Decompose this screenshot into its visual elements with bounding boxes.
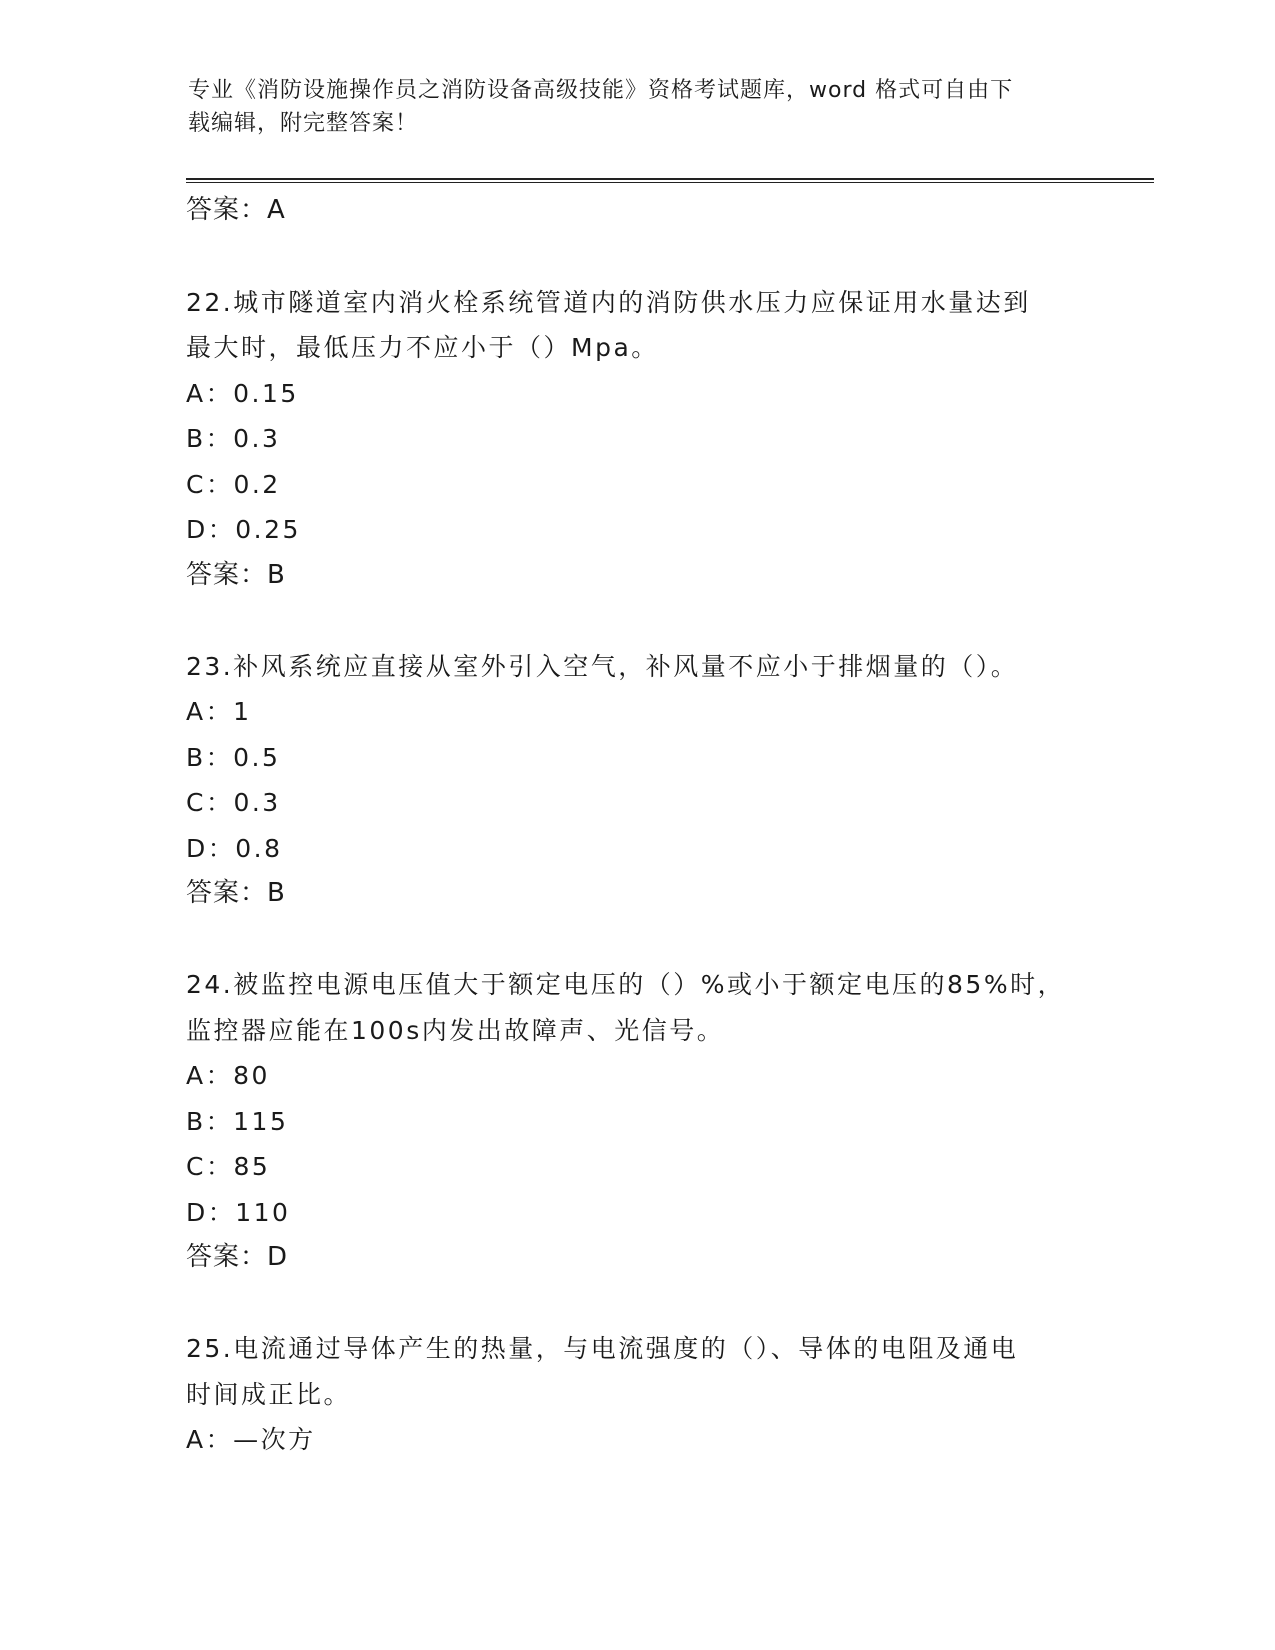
answer-line: 答案：D <box>186 1242 289 1272</box>
question-stem: 24.被监控电源电压值大于额定电压的（）%或小于额定电压的85%时， <box>186 970 1066 999</box>
header-line-1: 专业《消防设施操作员之消防设备高级技能》资格考试题库，word 格式可自由下 <box>188 78 1014 103</box>
question-block <box>186 644 1086 917</box>
question-block <box>186 280 1086 599</box>
question-stem: 25.电流通过导体产生的热量，与电流强度的（）、导体的电阻及通电 <box>186 1334 1019 1363</box>
question-block <box>186 962 1086 1281</box>
option-c: C：0.2 <box>186 469 281 499</box>
option-b: B：0.3 <box>186 424 281 453</box>
option-a: A：0.15 <box>186 378 299 408</box>
question-stem: 时间成正比。 <box>186 1379 352 1409</box>
question-list <box>186 188 1086 1463</box>
option-c: C：0.3 <box>186 788 281 817</box>
option-a: A：—次方 <box>186 1425 316 1454</box>
option-d: D：110 <box>186 1197 291 1227</box>
answer-line: 答案：B <box>186 559 286 590</box>
question-stem: 最大时，最低压力不应小于（）Mpa。 <box>186 333 659 362</box>
document-header <box>188 74 1088 140</box>
option-a: A：80 <box>186 1061 270 1090</box>
answer-line: 答案：A <box>186 195 286 225</box>
option-a: A：1 <box>186 697 252 726</box>
option-d: D：0.25 <box>186 515 301 544</box>
option-c: C：85 <box>186 1152 271 1181</box>
question-block <box>186 1326 1086 1463</box>
question-stem: 23.补风系统应直接从室外引入空气，补风量不应小于排烟量的（）。 <box>186 651 1019 681</box>
header-line-2: 载编辑，附完整答案！ <box>188 111 419 136</box>
option-b: B：115 <box>186 1106 289 1136</box>
option-b: B：0.5 <box>186 742 281 772</box>
question-stem: 监控器应能在100s内发出故障声、光信号。 <box>186 1015 725 1045</box>
answer-line: 答案：B <box>186 878 286 908</box>
header-divider <box>186 178 1154 183</box>
question-stem: 22.城市隧道室内消火栓系统管道内的消防供水压力应保证用水量达到 <box>186 287 1031 317</box>
option-d: D：0.8 <box>186 833 283 863</box>
